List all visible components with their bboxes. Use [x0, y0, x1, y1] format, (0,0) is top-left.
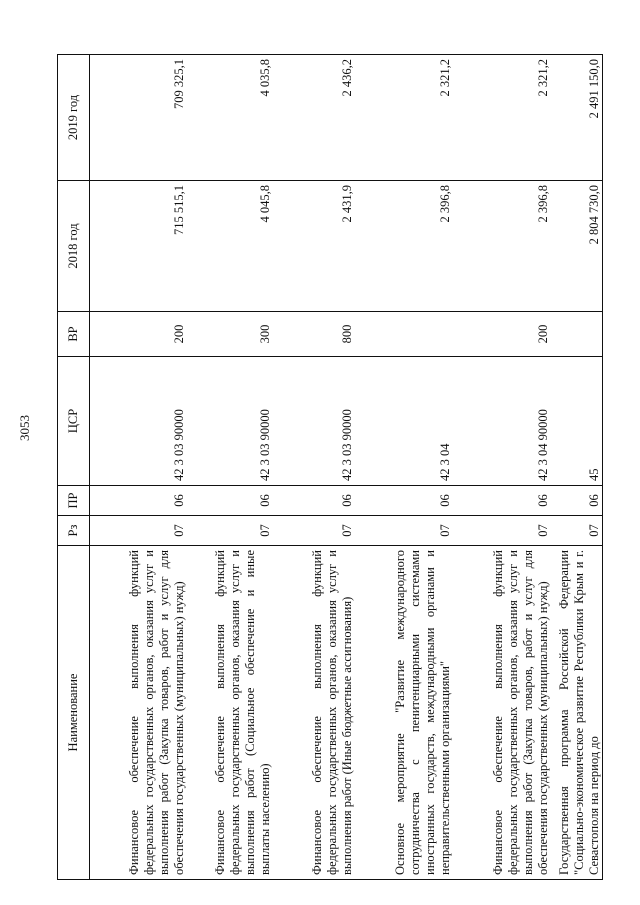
row-name: Государственная программа Российской Федерации "Социально-экономическое развитие Республики Крым и г. Севастополя на период до — [551, 546, 603, 880]
header-rz: Рз — [58, 516, 90, 546]
row-vr: 300 — [187, 312, 273, 357]
row-csr: 42 3 03 90000 — [90, 357, 187, 486]
row-name: Финансовое обеспечение выполнения функций федеральных государственных органов, оказания услуг и выполнения работ (Закупка товаров, работ и услуг для обеспечения государственных (муниципальных) нужд) — [90, 546, 187, 880]
rotated-page-content — [57, 55, 605, 880]
row-name: Основное мероприятие "Развитие международного сотрудничества с пенитенциарными системами иностранных государств, международными органами и неправительственными организациями" — [355, 546, 453, 880]
header-vr: ВР — [58, 312, 90, 357]
row-vr: 200 — [453, 312, 551, 357]
table-row — [453, 55, 551, 880]
row-2018: 2 396,8 — [355, 181, 453, 312]
row-2019: 2 491 150,0 — [551, 55, 603, 181]
row-2019: 2 436,2 — [273, 55, 355, 181]
header-2018: 2018 год — [58, 181, 90, 312]
row-vr: 200 — [90, 312, 187, 357]
row-pr: 06 — [187, 486, 273, 516]
row-rz: 07 — [187, 516, 273, 546]
row-rz: 07 — [453, 516, 551, 546]
header-csr: ЦСР — [58, 357, 90, 486]
row-rz: 07 — [90, 516, 187, 546]
row-rz: 07 — [355, 516, 453, 546]
table-header-row — [58, 55, 90, 880]
row-vr: 800 — [273, 312, 355, 357]
table-row — [551, 55, 603, 880]
table-row — [187, 55, 273, 880]
row-rz: 07 — [551, 516, 603, 546]
row-2018: 4 045,8 — [187, 181, 273, 312]
row-2018: 2 804 730,0 — [551, 181, 603, 312]
row-pr: 06 — [273, 486, 355, 516]
row-2019: 2 321,2 — [453, 55, 551, 181]
row-rz: 07 — [273, 516, 355, 546]
row-pr: 06 — [453, 486, 551, 516]
header-2019: 2019 год — [58, 55, 90, 181]
row-csr: 42 3 03 90000 — [187, 357, 273, 486]
row-csr: 42 3 04 90000 — [453, 357, 551, 486]
row-2018: 2 431,9 — [273, 181, 355, 312]
table-row — [273, 55, 355, 880]
table-row — [90, 55, 187, 880]
row-vr — [355, 312, 453, 357]
row-name: Финансовое обеспечение выполнения функций федеральных государственных органов, оказания услуг и выполнения работ (Социальное обеспечение и иные выплаты населению) — [187, 546, 273, 880]
row-name: Финансовое обеспечение выполнения функций федеральных государственных органов, оказания услуг и выполнения работ (Закупка товаров, работ и услуг для обеспечения государственных (муниципальных) нужд) — [453, 546, 551, 880]
budget-table — [57, 54, 603, 880]
page-number: 3053 — [17, 415, 32, 441]
row-csr: 42 3 04 — [355, 357, 453, 486]
row-pr: 06 — [551, 486, 603, 516]
row-csr: 45 — [551, 357, 603, 486]
row-2019: 709 325,1 — [90, 55, 187, 181]
header-pr: ПР — [58, 486, 90, 516]
row-2018: 715 515,1 — [90, 181, 187, 312]
row-pr: 06 — [355, 486, 453, 516]
header-name: Наименование — [58, 546, 90, 880]
row-2019: 2 321,2 — [355, 55, 453, 181]
row-pr: 06 — [90, 486, 187, 516]
row-csr: 42 3 03 90000 — [273, 357, 355, 486]
row-vr — [551, 312, 603, 357]
row-name: Финансовое обеспечение выполнения функций федеральных государственных органов, оказания услуг и выполнения работ (Иные бюджетные ассигнования) — [273, 546, 355, 880]
row-2018: 2 396,8 — [453, 181, 551, 312]
table-row — [355, 55, 453, 880]
row-2019: 4 035,8 — [187, 55, 273, 181]
